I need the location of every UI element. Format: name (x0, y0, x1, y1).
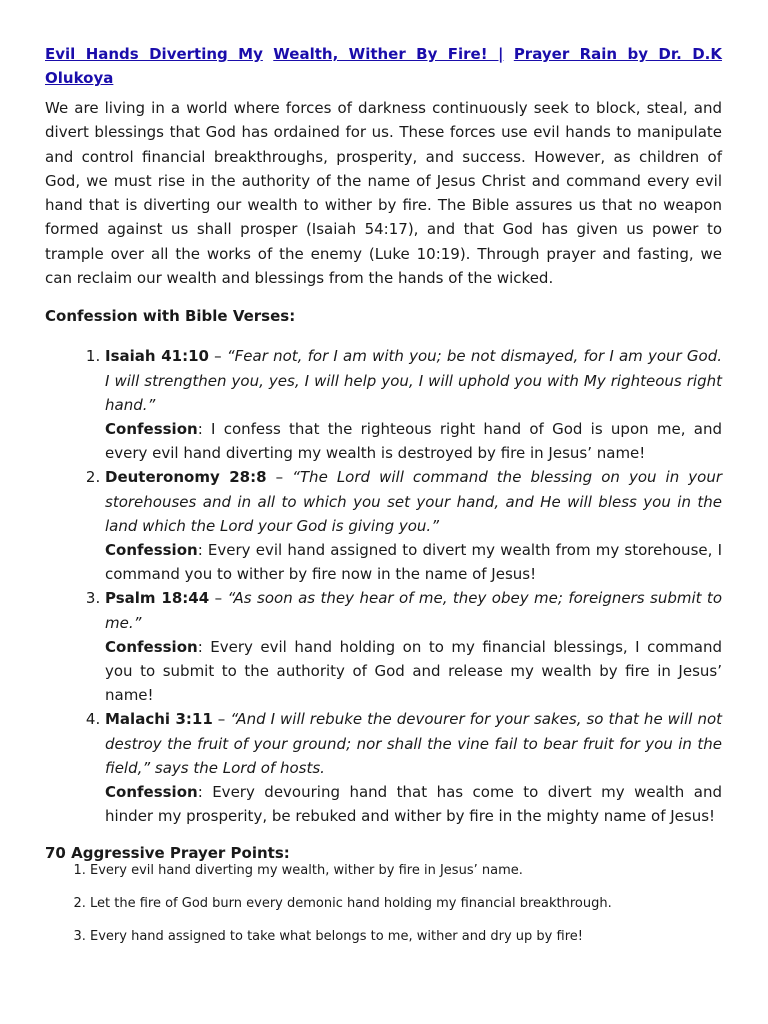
prayer-list (45, 862, 722, 946)
confession-label: Confession (105, 637, 198, 656)
intro-paragraph: We are living in a world where forces of darkness continuously seek to block, steal, and divert blessings that God has ordained for us. These forces use evil hands to manipulate and control financial breakthroughs, prosperity, and success. However, as children of God, we must rise in the authority of the name of Jesus Christ and command every evil hand that is diverting our wealth to wither by fire. The Bible assures us that no weapon formed against us shall prosper (Isaiah 54:17), and that God has given us power to trample over all the works of the enemy (Luke 10:19). Through prayer and fasting, we can reclaim our wealth and blessings from the hands of the wicked. (45, 99, 722, 288)
dash: – (208, 347, 227, 366)
prayer-item: 2. Let the fire of God burn every demonic hand holding my financial breakthrough. (90, 895, 722, 913)
title-link-3[interactable]: Prayer Rain by Dr. D.K Olukoya (45, 45, 722, 87)
confession-label: Confession (105, 419, 198, 438)
confession-text: : Every evil hand holding on to my financial blessings, I command you to submit to the authority of God and release my wealth by fire in Jesus’ name! (105, 637, 722, 705)
verse-item (105, 465, 722, 586)
verse-reference: Isaiah 41:10 (105, 347, 209, 366)
confession-label: Confession (105, 541, 198, 559)
verse-reference: Psalm 18:44 (105, 589, 210, 608)
title-link-2[interactable]: Wealth, Wither By Fire! | (273, 45, 504, 63)
verse-item (105, 344, 722, 465)
title-link-1[interactable]: Evil Hands Diverting My (45, 45, 263, 63)
verse-reference: Deuteronomy 28:8 (105, 468, 267, 487)
verse-quote: “As soon as they hear of me, they obey me; foreigners submit to me.” (105, 589, 722, 632)
confession-text: : I confess that the righteous right hand of God is upon me, and every evil hand diverting my wealth is destroyed by fire in Jesus’ name! (105, 419, 722, 463)
prayer-item: 1. Every evil hand diverting my wealth, wither by fire in Jesus’ name. (90, 862, 722, 880)
confession-label: Confession (105, 783, 198, 802)
verse-item (105, 586, 722, 707)
page-title (45, 42, 722, 90)
prayer-item: 3. Every hand assigned to take what belongs to me, wither and dry up by fire! (90, 928, 722, 946)
dash: – (266, 468, 293, 487)
document-page (45, 42, 722, 961)
verse-quote: “And I will rebuke the devourer for your sakes, so that he will not destroy the fruit of your ground; nor shall the vine fail to bear fruit for you in the field,” says the Lord of hosts. (105, 710, 723, 777)
confession-text: : Every evil hand assigned to divert my wealth from my storehouse, I command you to wither by fire now in the name of Jesus! (105, 541, 722, 584)
verse-reference: Malachi 3:11 (105, 710, 213, 729)
prayer-points-heading: 70 Aggressive Prayer Points: (45, 844, 290, 863)
dash: – (212, 710, 231, 729)
verse-list (45, 344, 722, 828)
confession-text: : Every devouring hand that has come to divert my wealth and hinder my prosperity, be rebuked and wither by fire in the mighty name of Jesus! (105, 783, 722, 826)
dash: – (209, 589, 228, 608)
verse-quote: “The Lord will command the blessing on you in your storehouses and in all to which you set your hand, and He will bless you in the land which the Lord your God is giving you.” (105, 468, 722, 535)
confession-heading: Confession with Bible Verses: (45, 307, 296, 326)
verse-item (105, 707, 722, 828)
verse-quote: “Fear not, for I am with you; be not dismayed, for I am your God. I will strengthen you, yes, I will help you, I will uphold you with My righteous right hand.” (105, 347, 722, 414)
